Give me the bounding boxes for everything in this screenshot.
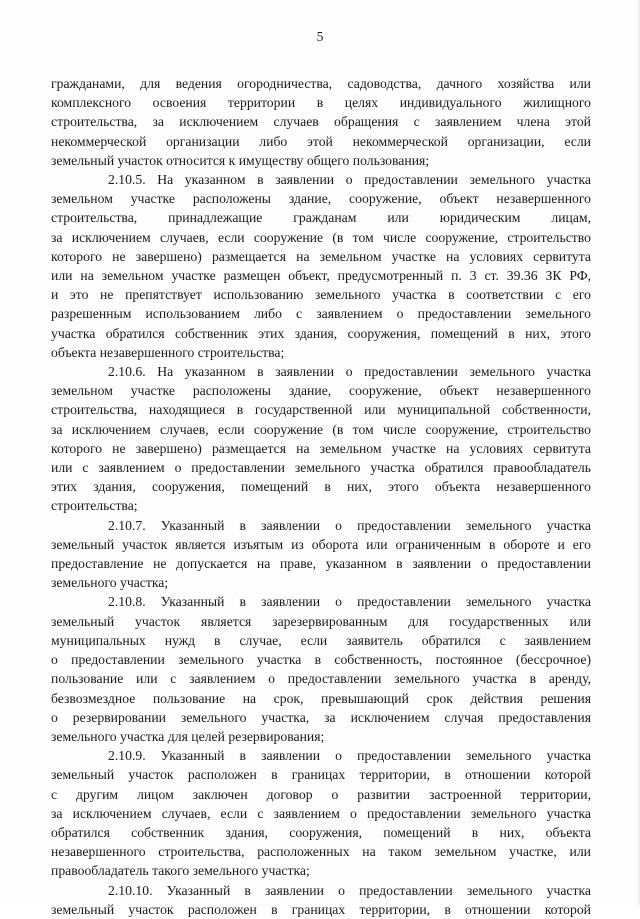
text-line: муниципальных нужд в случае, если заявитель обратился с заявлением (51, 632, 591, 648)
text-line: за исключением случаев, если сооружение (в том числе сооружение, строительство (51, 421, 591, 437)
text-line: земельного участка для целей резервирования; (51, 728, 325, 744)
text-line: строительства, находящиеся в государственной или муниципальной собственности, (51, 402, 591, 418)
text-line: или на земельном участке размещен объект, предусмотренный п. 3 ст. 39.36 ЗК РФ, (51, 268, 591, 284)
text-line: 2.10.8. Указанный в заявлении о предоставлении земельного участка (108, 594, 591, 610)
text-line: 2.10.9. Указанный в заявлении о предоставлении земельного участка (108, 748, 591, 764)
text-line: строительства, за исключением случаев обращения с заявлением члена этой (51, 114, 591, 130)
text-line: или с заявлением о предоставлении земельного участка обратился правообладатель (51, 460, 591, 476)
text-line: некоммерческой организации либо этой некоммерческой организации, если (51, 133, 591, 149)
text-line: земельный участок является изъятым из оборота или ограниченным в обороте и его (51, 536, 591, 552)
text-line: разрешенным использованием либо с заявлением о предоставлении земельного (51, 306, 591, 322)
text-line: за исключением случаев, если с заявлением о предоставлении земельного участка (51, 805, 591, 821)
text-line: незавершенного строительства, расположенных на таком земельном участке, или (51, 844, 591, 860)
text-line: о резервировании земельного участка, за исключением случая предоставления (51, 709, 591, 725)
text-line: которого не завершено) размещается на земельном участке на условиях сервитута (51, 248, 591, 264)
text-line: и это не препятствует использованию земельного участка в соответствии с его (51, 287, 591, 303)
text-line: комплексного освоения территории в целях индивидуального жилищного (51, 95, 591, 111)
text-line: объекта незавершенного строительства; (51, 344, 285, 360)
text-line: земельный участок расположен в границах территории, в отношении которой (51, 901, 591, 917)
text-line: безвозмездное пользование на срок, превышающий срок действия решения (51, 690, 591, 706)
text-line: участка обратился собственник этих здания, сооружения, помещений в них, этого (51, 325, 591, 341)
text-line: земельный участок является зарезервированным для государственных или (51, 613, 591, 629)
text-line: пользование или с заявлением о предоставлении земельного участка в аренду, (51, 671, 591, 687)
text-line: правообладатель такого земельного участка; (51, 863, 310, 879)
text-line: 2.10.6. На указанном в заявлении о предоставлении земельного участка (108, 364, 591, 380)
text-line: земельного участка; (51, 575, 169, 591)
text-line: земельном участке расположены здание, сооружение, объект незавершенного (51, 383, 591, 399)
text-line: строительства; (51, 498, 138, 514)
text-line: земельный участок относится к имуществу общего пользования; (51, 152, 430, 168)
text-line: земельном участке расположены здание, сооружение, объект незавершенного (51, 191, 591, 207)
document-body (51, 74, 591, 919)
text-line: гражданами, для ведения огородничества, садоводства, дачного хозяйства или (51, 76, 591, 91)
text-line: строительства, принадлежащие гражданам или юридическим лицам, (51, 210, 591, 226)
text-line: за исключением случаев, если сооружение (в том числе сооружение, строительство (51, 229, 591, 245)
text-line: этих здания, сооружения, помещений в них, этого объекта незавершенного (51, 479, 591, 495)
text-line: предоставление не допускается на праве, указанном в заявлении о предоставлении (51, 556, 591, 572)
text-line: которого не завершено) размещается на земельном участке на условиях сервитута (51, 440, 591, 456)
text-line: 2.10.7. Указанный в заявлении о предоставлении земельного участка (108, 517, 591, 533)
text-line: 2.10.10. Указанный в заявлении о предоставлении земельного участка (108, 882, 591, 898)
text-line: земельный участок расположен в границах территории, в отношении которой (51, 767, 591, 783)
text-line: обратился собственник здания, сооружения, помещений в них, объекта (51, 824, 591, 840)
text-line: о предоставлении земельного участка в собственность, постоянное (бессрочное) (51, 652, 591, 668)
page-number: 5 (316, 29, 324, 44)
text-line: 2.10.5. На указанном в заявлении о предоставлении земельного участка (108, 172, 591, 188)
text-line: с другим лицом заключен договор о развитии застроенной территории, (51, 786, 591, 802)
